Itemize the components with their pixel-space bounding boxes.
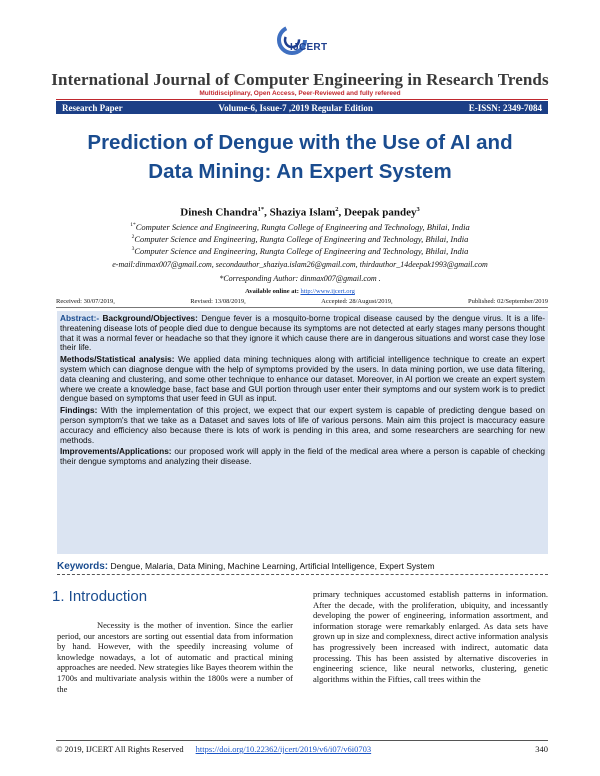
paper-title-line-2: Data Mining: An Expert System <box>148 160 452 183</box>
volume-info: Volume-6, Issue-7 ,2019 Regular Edition <box>218 102 373 113</box>
header-divider <box>56 99 548 100</box>
intro-column-left: Necessity is the mother of invention. Since the earlier period, our ancestors are sorting out essential data from information by hand. However, with the speedily increasing volume of knowledge nowadays, a lot of automatic and practical mining approaches are needed. New strategies like Bayes theorem within the 1700s and multivariate analysis within the 1800s were a number of the <box>57 620 293 694</box>
author-sup: 1* <box>257 206 265 213</box>
abstract-methods <box>60 355 545 404</box>
logo-brand-text: IJCERT <box>290 42 328 53</box>
issn: E-ISSN: 2349-7084 <box>468 102 542 113</box>
page-footer <box>56 744 548 754</box>
copyright-text: © 2019, IJCERT All Rights Reserved <box>56 744 184 754</box>
keywords-text: Dengue, Malaria, Data Mining, Machine Learning, Artificial Intelligence, Expert System <box>110 561 435 571</box>
affiliation-text: Computer Science and Engineering, Rungta College of Engineering and Technology, Bhilai, India <box>134 246 469 256</box>
journal-logo <box>268 20 338 64</box>
doi-link[interactable]: https://doi.org/10.22362/ijcert/2019/v6/i07/v6i0703 <box>195 744 372 754</box>
abstract-box <box>57 311 548 554</box>
journal-url-link[interactable]: http://www.ijcert.org <box>300 288 355 295</box>
journal-subtitle: Multidisciplinary, Open Access, Peer-Reviewed and fully refereed <box>199 90 401 97</box>
abstract-section-head: Background/Objectives: <box>102 313 198 323</box>
abstract-findings <box>60 406 545 445</box>
affiliation-sup: 1* <box>130 222 136 229</box>
available-label: Available online at: <box>245 288 301 295</box>
abstract-section-head: Methods/Statistical analysis: <box>60 354 175 365</box>
author-sup: 3 <box>416 206 420 213</box>
copyright <box>56 744 371 754</box>
footer-divider <box>56 740 548 741</box>
keywords <box>57 561 548 575</box>
abstract-label: Abstract:- <box>60 313 100 323</box>
author-name: Deepak pandey <box>344 206 417 219</box>
author-name: Dinesh Chandra <box>180 206 258 219</box>
affiliation-text: Computer Science and Engineering, Rungta College of Engineering and Technology, Bhilai, India <box>134 234 469 244</box>
affiliation-sup: 3 <box>131 246 135 253</box>
intro-column-right: primary techniques accustomed establish patterns in information. After the decade, with the proliferation, ubiquity, and incessantly developing the power of engineering, information assortment, and information storage were remarkably enlarged. As data sets have grown up in size and complexness, direct active information analysis has progressively been increased with indirect, automatic data processing. This has been assisted by alternative discoveries in engineering science, like neural networks, clustering, genetic algorithms within the Fifties, call trees within the <box>313 589 548 684</box>
author-list <box>0 206 600 219</box>
author-sup: 2 <box>335 206 339 213</box>
affiliation <box>0 246 600 256</box>
received-date: Received: 30/07/2019, <box>56 298 115 305</box>
journal-title: International Journal of Computer Engineering in Research Trends <box>51 70 549 89</box>
abstract-section-text: Dengue fever is a mosquito-borne tropical disease caused by the dengue virus. It is a life-threatening disease lots of people died due to dengue because its symptoms are not detected at early stages many persons thought that it was a normal fever or headache so that they ignore it which cause there are in dangerous situations and worst case they lose their life. <box>60 313 545 353</box>
author-name: Shaziya Islam <box>269 206 336 219</box>
page-number: 340 <box>535 744 548 754</box>
affiliation-text: Computer Science and Engineering, Rungta College of Engineering and Technology, Bhilai, India <box>135 222 470 232</box>
affiliation <box>0 234 600 244</box>
author-emails: e-mail:dinmax007@gmail.com, secondauthor_shaziya.islam26@gmail.com, thirdauthor_14deepak1993@gmail.com <box>112 260 488 269</box>
author-sep: , <box>264 206 270 219</box>
publication-dates <box>56 298 548 308</box>
abstract-section-text: our proposed work will apply in the field of the medical area where a person is capable of checking their dengue symptoms and analyzing their disease. <box>60 446 545 467</box>
section-heading-introduction: 1. Introduction <box>52 588 148 605</box>
accepted-date: Accepted: 28/August/2019, <box>321 298 393 305</box>
author-sep: , <box>338 206 345 219</box>
abstract-section-text: We applied data mining techniques along with artificial intelligence technique to create an expert system which can diagnose dengue with the help of symptoms provided by the users. In data mining portion, we use data filtering, data cleaning and clustering, and some other technique to enhance our dataset. Moreover, in AI portion we create an expert system where we create a knowledge base, fact base and GUI portion through user enter their symptoms and our system work is to predict dengue based on symptoms that user feed in GUI as input. <box>60 354 545 404</box>
available-online <box>0 288 600 295</box>
published-date: Published: 02/September/2019 <box>468 298 548 305</box>
paper-title-line-1: Prediction of Dengue with the Use of AI and <box>87 131 513 154</box>
abstract-section-text: With the implementation of this project, we expect that our expert system is capable of predicting dengue based on person symptom's that we take as a Dataset and saves lots of life of various persons. Main aim this project is maccuracy easure accuracy and efficiency also because there is lots of work is pending in this area, and some researchers are searching for new methods. <box>60 405 545 445</box>
abstract-background <box>60 314 545 353</box>
corresponding-author: *Corresponding Author: dinmax007@gmail.com . <box>219 274 381 283</box>
affiliation <box>0 222 600 232</box>
info-bar <box>56 101 548 114</box>
abstract-section-head: Improvements/Applications: <box>60 446 172 457</box>
paper-title <box>40 128 560 186</box>
revised-date: Revised: 13/08/2019, <box>190 298 246 305</box>
paper-type: Research Paper <box>62 102 123 113</box>
abstract-section-head: Findings: <box>60 405 98 416</box>
affiliation-sup: 2 <box>131 234 135 241</box>
keywords-label: Keywords: <box>57 561 109 572</box>
abstract-improvements <box>60 447 545 467</box>
